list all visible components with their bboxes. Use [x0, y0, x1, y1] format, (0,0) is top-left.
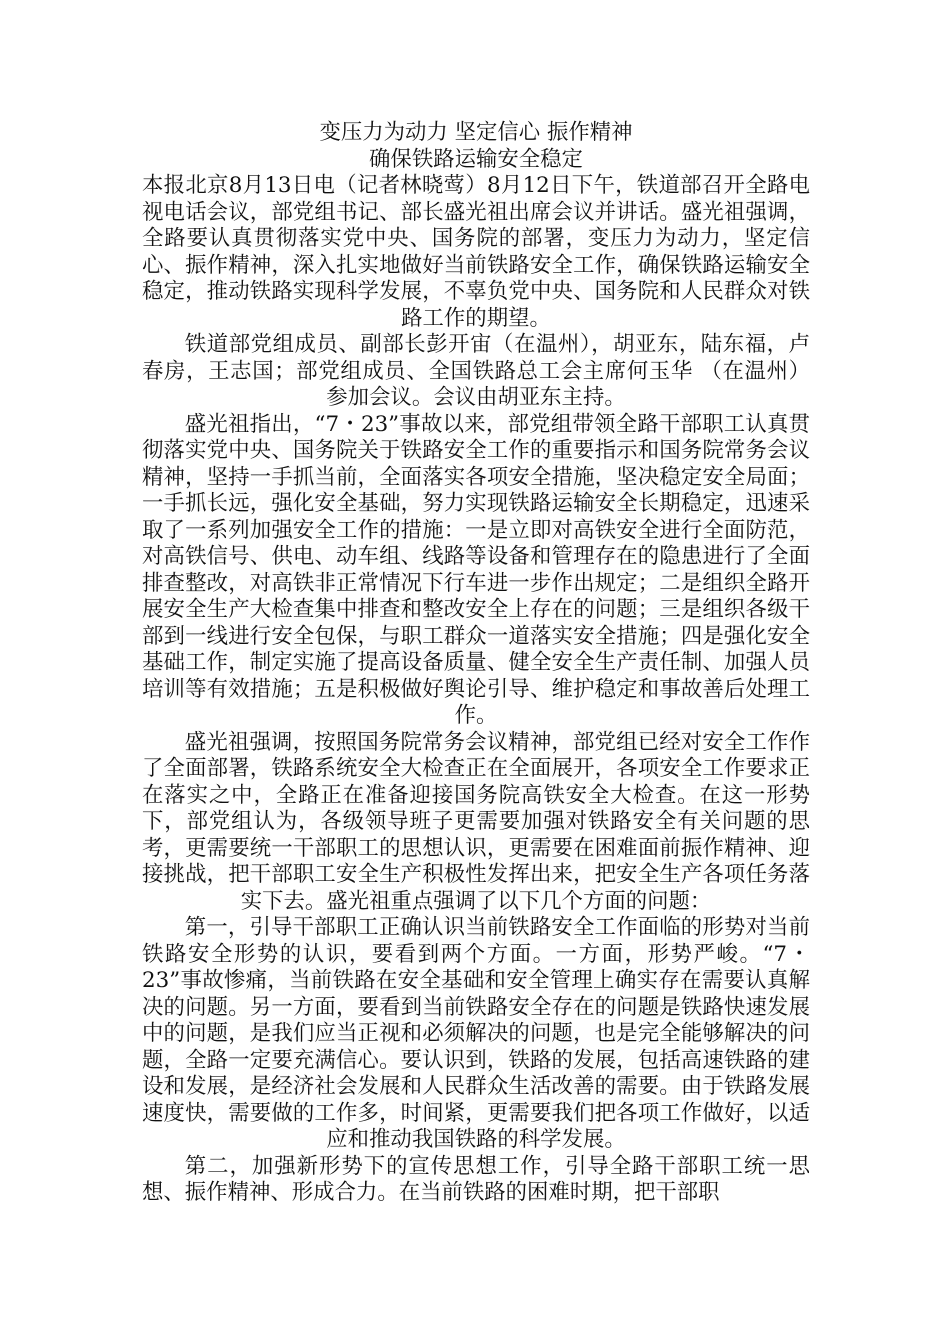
article-title-line-2: 确保铁路运输安全稳定 — [369, 146, 583, 172]
paragraph-point-one: 第一，引导干部职工正确认识当前铁路安全工作面临的形势对当前铁路安全形势的认识，要看到两个方面。一方面，形势严峻。“7・23”事故惨痛，当前铁路在安全基础和安全管理上确实存在需要认真解决的问题。另一方面，要看到当前铁路安全存在的问题是铁路快速发展中的问题，是我们应当正视和必须解决的问题，也是完全能够解决的问题，全路一定要充满信心。要认识到，铁路的发展，包括高速铁路的建设和发展，是经济社会发展和人民群众生活改善的需要。由于铁路发展速度快，需要做的工作多，时间紧，更需要我们把各项工作做好，以适应和推动我国铁路的科学发展。 — [142, 915, 810, 1152]
article-title-line-1: 变压力为动力 坚定信心 振作精神 — [319, 120, 633, 145]
paragraph-attendees: 铁道部党组成员、副部长彭开宙（在温州），胡亚东，陆东福，卢春房，王志国；部党组成员、全国铁路总工会主席何玉华 （在温州）参加会议。会议由胡亚东主持。 — [142, 332, 810, 410]
paragraph-point-two: 第二，加强新形势下的宣传思想工作，引导全路干部职工统一思想、振作精神、形成合力。在当前铁路的困难时期，把干部职 — [142, 1153, 810, 1205]
article-page — [142, 120, 810, 1207]
paragraph-measures: 盛光祖指出，“7・23”事故以来，部党组带领全路干部职工认真贯彻落实党中央、国务院关于铁路安全工作的重要指示和国务院常务会议精神，坚持一手抓当前，全面落实各项安全措施，坚决稳定安全局面；一手抓长远，强化安全基础，努力实现铁路运输安全长期稳定，迅速采取了一系列加强安全工作的措施：一是立即对高铁安全进行全面防范，对高铁信号、供电、动车组、线路等设备和管理存在的隐患进行了全面排查整改，对高铁非正常情况下行车进一步作出规定；二是组织全路开展安全生产大检查集中排查和整改安全上存在的问题；三是组织各级干部到一线进行安全包保，与职工群众一道落实安全措施；四是强化安全基础工作，制定实施了提高设备质量、健全安全生产责任制、加强人员培训等有效措施；五是积极做好舆论引导、维护稳定和事故善后处理工作。 — [142, 411, 810, 728]
paragraph-lead: 本报北京8月13日电（记者林晓莺）8月12日下午，铁道部召开全路电视电话会议，部党组书记、部长盛光祖出席会议并讲话。盛光祖强调，全路要认真贯彻落实党中央、国务院的部署，变压力为动力，坚定信心、振作精神，深入扎实地做好当前铁路安全工作，确保铁路运输安全稳定，推动铁路实现科学发展，不辜负党中央、国务院和人民群众对铁路工作的期望。 — [142, 173, 810, 331]
paragraph-emphasis: 盛光祖强调，按照国务院常务会议精神，部党组已经对安全工作作了全面部署，铁路系统安全大检查正在全面展开，各项安全工作要求正在落实之中，全路正在准备迎接国务院高铁安全大检查。在这一形势下，部党组认为，各级领导班子更需要加强对铁路安全有关问题的思考，更需要统一干部职工的思想认识，更需要在困难面前振作精神、迎接挑战，把干部职工安全生产积极性发挥出来，把安全生产各项任务落实下去。盛光祖重点强调了以下几个方面的问题： — [142, 729, 810, 914]
